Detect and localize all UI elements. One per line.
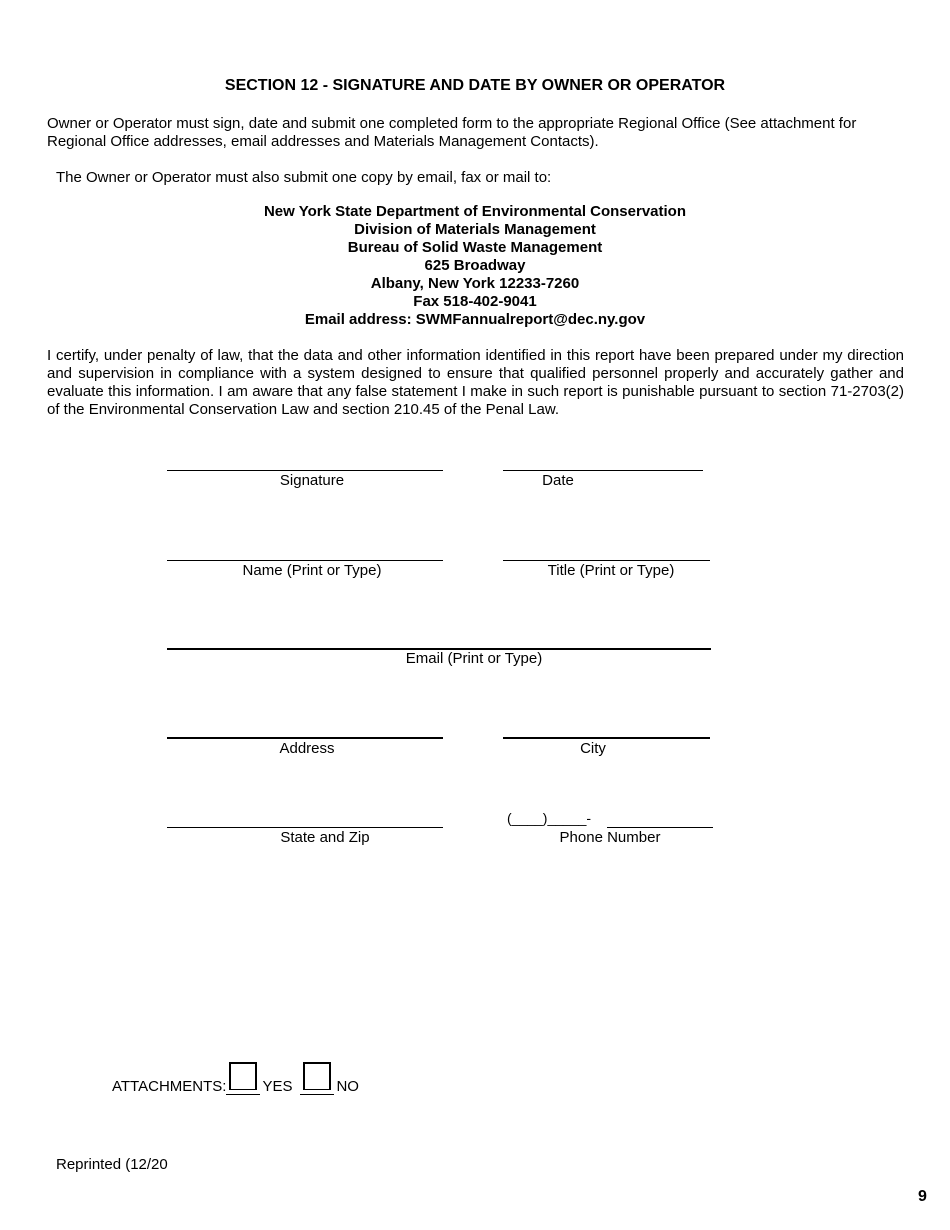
submission-instructions: Owner or Operator must sign, date and submit one completed form to the appropriate Regional Office (See attachment for Regional Office addresses, email addresses and Materials Management Contacts).: [47, 115, 857, 150]
address-line: Bureau of Solid Waste Management: [347, 239, 603, 256]
signature-field[interactable]: [167, 470, 443, 471]
address-line: Albany, New York 12233-7260: [370, 275, 580, 292]
address-line: 625 Broadway: [424, 257, 526, 274]
title-field[interactable]: [503, 560, 710, 561]
yes-label: YES: [262, 1078, 293, 1095]
state-zip-label: State and Zip: [280, 829, 370, 846]
reprint-note: Reprinted (12/20: [56, 1156, 168, 1173]
name-label: Name (Print or Type): [242, 562, 382, 579]
phone-prefix: (____)_____-: [507, 810, 592, 826]
address-line: Division of Materials Management: [354, 221, 596, 238]
address-line: Fax 518-402-9041: [413, 293, 537, 310]
name-field[interactable]: [167, 560, 443, 561]
state-zip-field[interactable]: [167, 827, 443, 828]
address-line: New York State Department of Environmental Conservation: [263, 203, 687, 220]
signature-label: Signature: [279, 472, 345, 489]
address-label: Address: [279, 740, 335, 757]
title-label: Title (Print or Type): [547, 562, 675, 579]
section-heading: SECTION 12 - SIGNATURE AND DATE BY OWNER OR OPERATOR: [224, 77, 726, 94]
address-line: Email address: SWMFannualreport@dec.ny.gov: [304, 311, 646, 328]
date-field[interactable]: [503, 470, 703, 471]
yes-checkbox[interactable]: [229, 1062, 257, 1090]
mailing-address: [0, 203, 950, 329]
attachments-label: ATTACHMENTS:: [112, 1078, 227, 1095]
no-label: NO: [336, 1078, 359, 1095]
page-number: 9: [918, 1188, 927, 1205]
address-field[interactable]: [167, 737, 443, 739]
phone-label: Phone Number: [559, 829, 661, 846]
phone-field[interactable]: [607, 827, 713, 828]
email-label: Email (Print or Type): [405, 650, 543, 667]
yes-checkbox-wrapper: [226, 1062, 260, 1095]
copy-instructions: The Owner or Operator must also submit one copy by email, fax or mail to:: [56, 169, 552, 186]
date-label: Date: [542, 472, 574, 489]
no-checkbox[interactable]: [303, 1062, 331, 1090]
city-label: City: [580, 740, 606, 757]
no-checkbox-wrapper: [300, 1062, 334, 1095]
certification-statement: I certify, under penalty of law, that the data and other information identified in this report have been prepared under my direction and supervision in compliance with a system designed to ensure that qualified personnel properly and accurately gather and evaluate this information. I am aware that any false statement I make in such report is punishable pursuant to section 71-2703(2) of the Environmental Conservation Law and section 210.45 of the Penal Law.: [47, 347, 904, 418]
city-field[interactable]: [503, 737, 710, 739]
attachments-row: [112, 1063, 359, 1095]
